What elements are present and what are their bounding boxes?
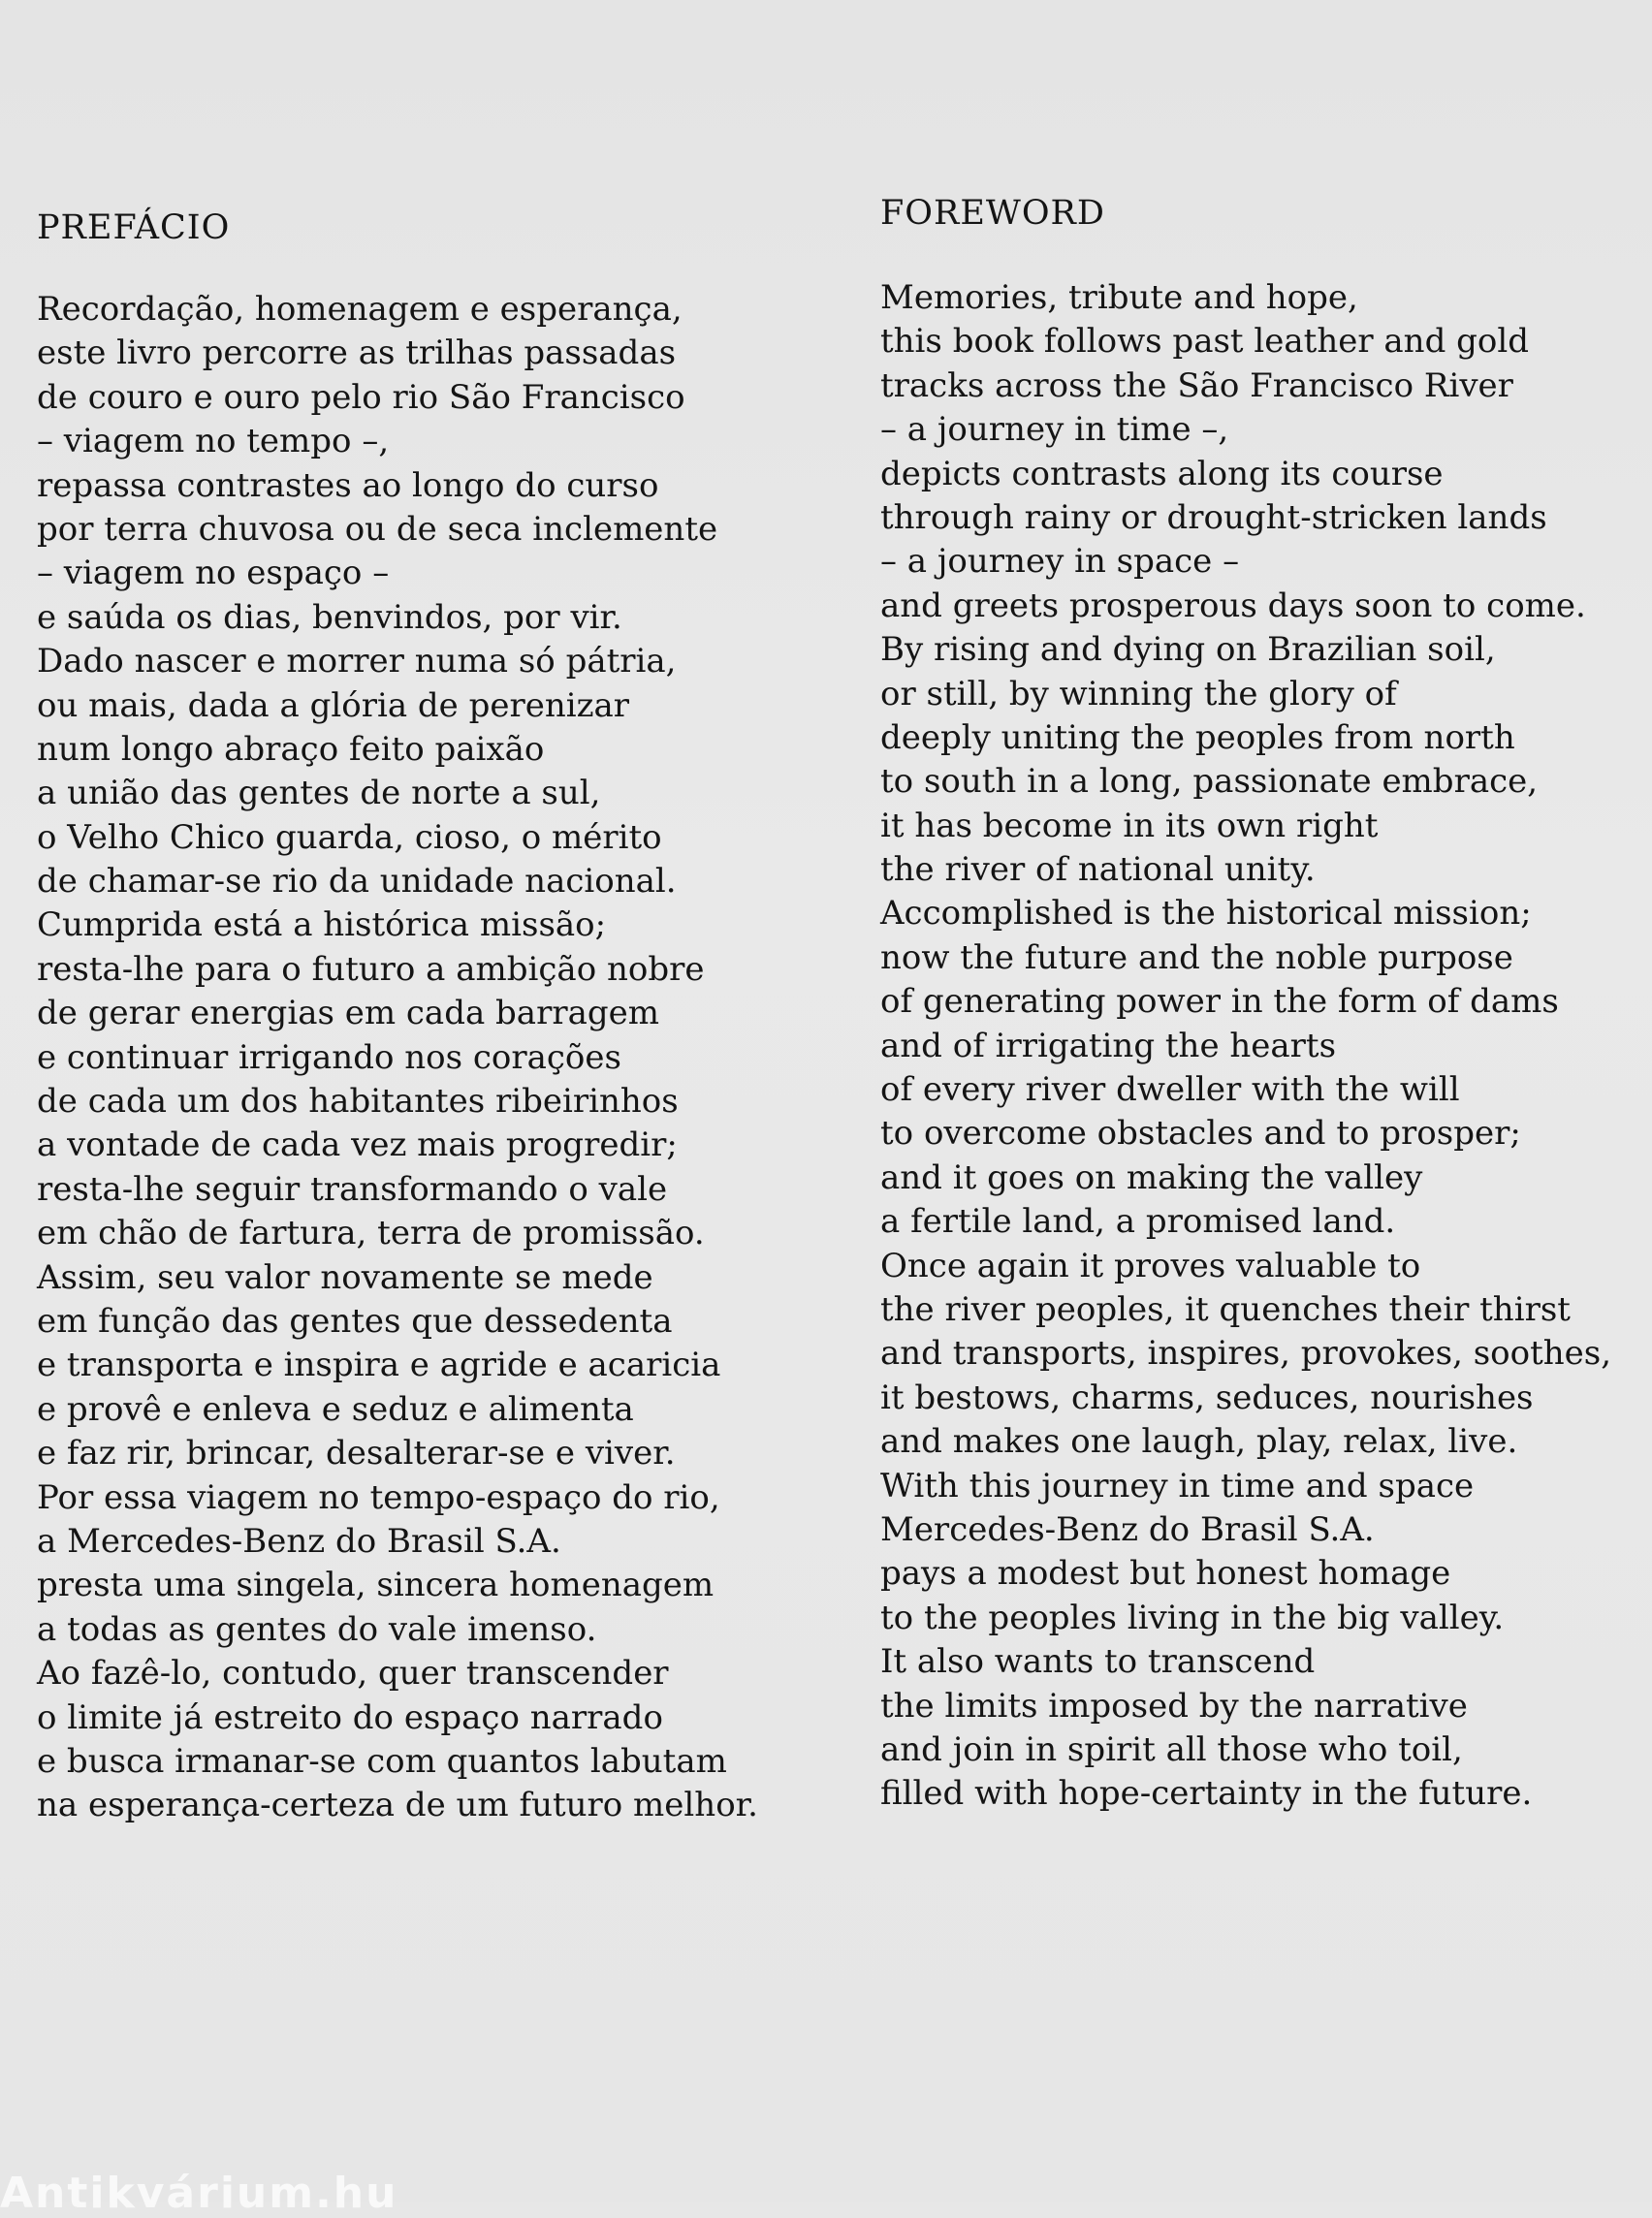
watermark: Antikvárium.hu	[0, 2169, 398, 2218]
foreword-heading: FOREWORD	[880, 194, 1105, 233]
text-line: – a journey in time –,	[880, 410, 1229, 450]
text-line: the limits imposed by the narrative	[880, 1686, 1468, 1726]
text-line: de chamar-se rio da unidade nacional.	[37, 862, 677, 902]
prefacio-heading: PREFÁCIO	[37, 208, 231, 247]
text-line: it has become in its own right	[880, 806, 1379, 845]
text-line: filled with hope-certainty in the future.	[880, 1774, 1533, 1814]
text-line: Accomplished is the historical mission;	[880, 894, 1532, 934]
text-line: a Mercedes-Benz do Brasil S.A.	[37, 1521, 561, 1561]
text-line: through rainy or drought-stricken lands	[880, 497, 1547, 537]
text-line: por terra chuvosa ou de seca inclemente	[37, 509, 718, 549]
text-line: o limite já estreito do espaço narrado	[37, 1697, 663, 1737]
text-line: and join in spirit all those who toil,	[880, 1729, 1463, 1769]
text-line: a todas as gentes do vale imenso.	[37, 1609, 597, 1649]
text-line: de gerar energias em cada barragem	[37, 994, 659, 1033]
text-line: e faz rir, brincar, desalterar-se e viver.	[37, 1434, 676, 1473]
text-line: Cumprida está a histórica missão;	[37, 905, 607, 945]
text-line: resta-lhe seguir transformando o vale	[37, 1169, 668, 1209]
text-line: resta-lhe para o futuro a ambição nobre	[37, 949, 705, 989]
text-line: Dado nascer e morrer numa só pátria,	[37, 642, 677, 681]
text-line: it bestows, charms, seduces, nourishes	[880, 1378, 1534, 1417]
foreword-text	[880, 276, 1611, 1817]
text-line: num longo abraço feito paixão	[37, 729, 545, 769]
text-line: e busca irmanar-se com quantos labutam	[37, 1741, 727, 1781]
text-line: tracks across the São Francisco River	[880, 365, 1513, 405]
text-line: Ao fazê-lo, contudo, quer transcender	[37, 1654, 669, 1694]
text-line: Memories, tribute and hope,	[880, 278, 1358, 317]
text-line: pays a modest but honest homage	[880, 1554, 1451, 1594]
text-line: Recordação, homenagem e esperança,	[37, 290, 683, 329]
text-line: to south in a long, passionate embrace,	[880, 762, 1539, 802]
text-line: a vontade de cada vez mais progredir;	[37, 1125, 678, 1165]
text-line: repassa contrastes ao longo do curso	[37, 465, 659, 505]
text-line: of generating power in the form of dams	[880, 982, 1559, 1022]
text-line: e transporta e inspira e agride e acaricia	[37, 1346, 721, 1385]
text-line: the river peoples, it quenches their thirst	[880, 1289, 1571, 1329]
text-line: It also wants to transcend	[880, 1642, 1316, 1682]
text-line: o Velho Chico guarda, cioso, o mérito	[37, 817, 662, 857]
text-line: and greets prosperous days soon to come.	[880, 586, 1586, 625]
text-line: em função das gentes que dessedenta	[37, 1301, 673, 1341]
text-line: With this journey in time and space	[880, 1466, 1475, 1505]
text-line: and of irrigating the hearts	[880, 1026, 1337, 1065]
prefacio-text	[37, 288, 758, 1828]
text-line: – viagem no espaço –	[37, 554, 390, 593]
text-line: and transports, inspires, provokes, soothes,	[880, 1334, 1612, 1374]
text-line: em chão de fartura, terra de promissão.	[37, 1214, 705, 1253]
text-line: e continuar irrigando nos corações	[37, 1037, 621, 1077]
text-line: a fertile land, a promised land.	[880, 1202, 1396, 1242]
text-line: a união das gentes de norte a sul,	[37, 774, 601, 813]
text-line: Once again it proves valuable to	[880, 1246, 1421, 1285]
text-line: of every river dweller with the will	[880, 1070, 1460, 1110]
text-line: this book follows past leather and gold	[880, 322, 1530, 362]
text-line: ou mais, dada a glória de perenizar	[37, 685, 630, 725]
text-line: Mercedes-Benz do Brasil S.A.	[880, 1509, 1375, 1549]
text-line: By rising and dying on Brazilian soil,	[880, 630, 1496, 670]
text-line: de cada um dos habitantes ribeirinhos	[37, 1082, 679, 1122]
text-line: Por essa viagem no tempo-espaço do rio,	[37, 1477, 720, 1517]
text-line: deeply uniting the peoples from north	[880, 717, 1515, 757]
text-line: Assim, seu valor novamente se mede	[37, 1257, 653, 1297]
text-line: to overcome obstacles and to prosper;	[880, 1114, 1521, 1154]
text-line: e saúda os dias, benvindos, por vir.	[37, 597, 622, 637]
text-line: to the peoples living in the big valley.	[880, 1598, 1505, 1637]
text-line: now the future and the noble purpose	[880, 937, 1513, 977]
text-line: presta uma singela, sincera homenagem	[37, 1566, 715, 1605]
text-line: or still, by winning the glory of	[880, 674, 1397, 713]
text-line: depicts contrasts along its course	[880, 454, 1444, 493]
text-line: the river of national unity.	[880, 850, 1316, 890]
text-line: este livro percorre as trilhas passadas	[37, 333, 677, 373]
text-line: de couro e ouro pelo rio São Francisco	[37, 377, 685, 417]
text-line: and makes one laugh, play, relax, live.	[880, 1422, 1518, 1462]
text-line: e provê e enleva e seduz e alimenta	[37, 1389, 634, 1429]
text-line: na esperança-certeza de um futuro melhor.	[37, 1786, 758, 1825]
text-line: – a journey in space –	[880, 542, 1240, 582]
text-line: – viagem no tempo –,	[37, 422, 390, 461]
text-line: and it goes on making the valley	[880, 1157, 1423, 1197]
